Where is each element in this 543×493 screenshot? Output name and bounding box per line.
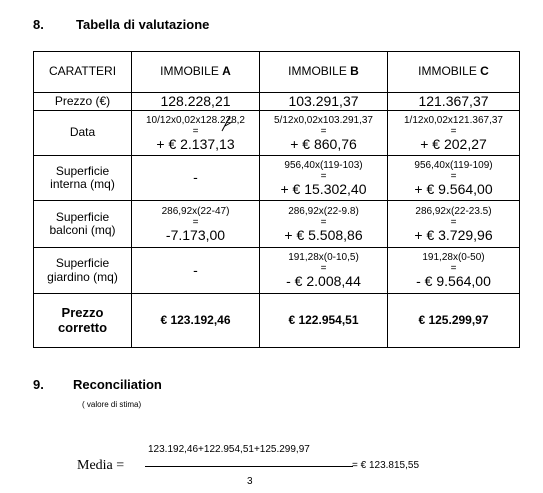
valuation-table: [33, 51, 520, 348]
row-label-prezzo-corretto: Prezzo corretto: [34, 294, 132, 348]
superficie-interna-c: 956,40x(119-109) = + € 9.564,00: [388, 156, 520, 201]
row-label-superficie-balconi: Superficie balconi (mq): [34, 201, 132, 248]
section-8-number: 8.: [33, 17, 44, 32]
row-label-data: Data: [34, 111, 132, 156]
superficie-giardino-c: 191,28x(0-50) = - € 9.564,00: [388, 248, 520, 294]
prezzo-corretto-c: € 125.299,97: [388, 294, 520, 348]
header-immobile-a: IMMOBILE A: [132, 52, 260, 93]
formula-numerator: 123.192,46+122.954,51+125.299,97: [148, 444, 310, 455]
table-row-superficie-giardino: [34, 248, 520, 294]
pen-stroke-mark: [220, 113, 234, 133]
section-8-title: Tabella di valutazione: [76, 17, 210, 32]
prezzo-b: 103.291,37: [260, 93, 388, 111]
prezzo-corretto-b: € 122.954,51: [260, 294, 388, 348]
table-row-superficie-balconi: [34, 201, 520, 248]
table-header-row: [34, 52, 520, 93]
prezzo-c: 121.367,37: [388, 93, 520, 111]
table-row-superficie-interna: [34, 156, 520, 201]
section-9-title: Reconciliation: [73, 377, 162, 392]
data-c: 1/12x0,02x121.367,37 = + € 202,27: [388, 111, 520, 156]
header-caratteri: CARATTERI: [34, 52, 132, 93]
superficie-balconi-c: 286,92x(22-23.5) = + € 3.729,96: [388, 201, 520, 248]
data-a: 10/12x0,02x128.228,2 = + € 2.137,13: [132, 111, 260, 156]
row-label-prezzo: Prezzo (€): [34, 93, 132, 111]
table-row-data: [34, 111, 520, 156]
superficie-balconi-b: 286,92x(22-9.8) = + € 5.508,86: [260, 201, 388, 248]
superficie-balconi-a: 286,92x(22-47) = -7.173,00: [132, 201, 260, 248]
superficie-giardino-b: 191,28x(0-10,5) = - € 2.008,44: [260, 248, 388, 294]
table-row-prezzo: [34, 93, 520, 111]
formula-denominator: 3: [247, 476, 253, 487]
prezzo-corretto-a: € 123.192,46: [132, 294, 260, 348]
table-row-prezzo-corretto: [34, 294, 520, 348]
data-b: 5/12x0,02x103.291,37 = + € 860,76: [260, 111, 388, 156]
header-immobile-b: IMMOBILE B: [260, 52, 388, 93]
row-label-superficie-giardino: Superficie giardino (mq): [34, 248, 132, 294]
row-label-superficie-interna: Superficie interna (mq): [34, 156, 132, 201]
header-immobile-c: IMMOBILE C: [388, 52, 520, 93]
formula-result: = € 123.815,55: [352, 460, 420, 471]
superficie-giardino-a: -: [132, 248, 260, 294]
section-9-number: 9.: [33, 377, 44, 392]
prezzo-a: 128.228,21: [132, 93, 260, 111]
fraction-bar: [145, 466, 353, 467]
superficie-interna-b: 956,40x(119-103) = + € 15.302,40: [260, 156, 388, 201]
section-9-note: ( valore di stima): [82, 400, 142, 409]
media-label: Media =: [77, 458, 125, 473]
superficie-interna-a: -: [132, 156, 260, 201]
